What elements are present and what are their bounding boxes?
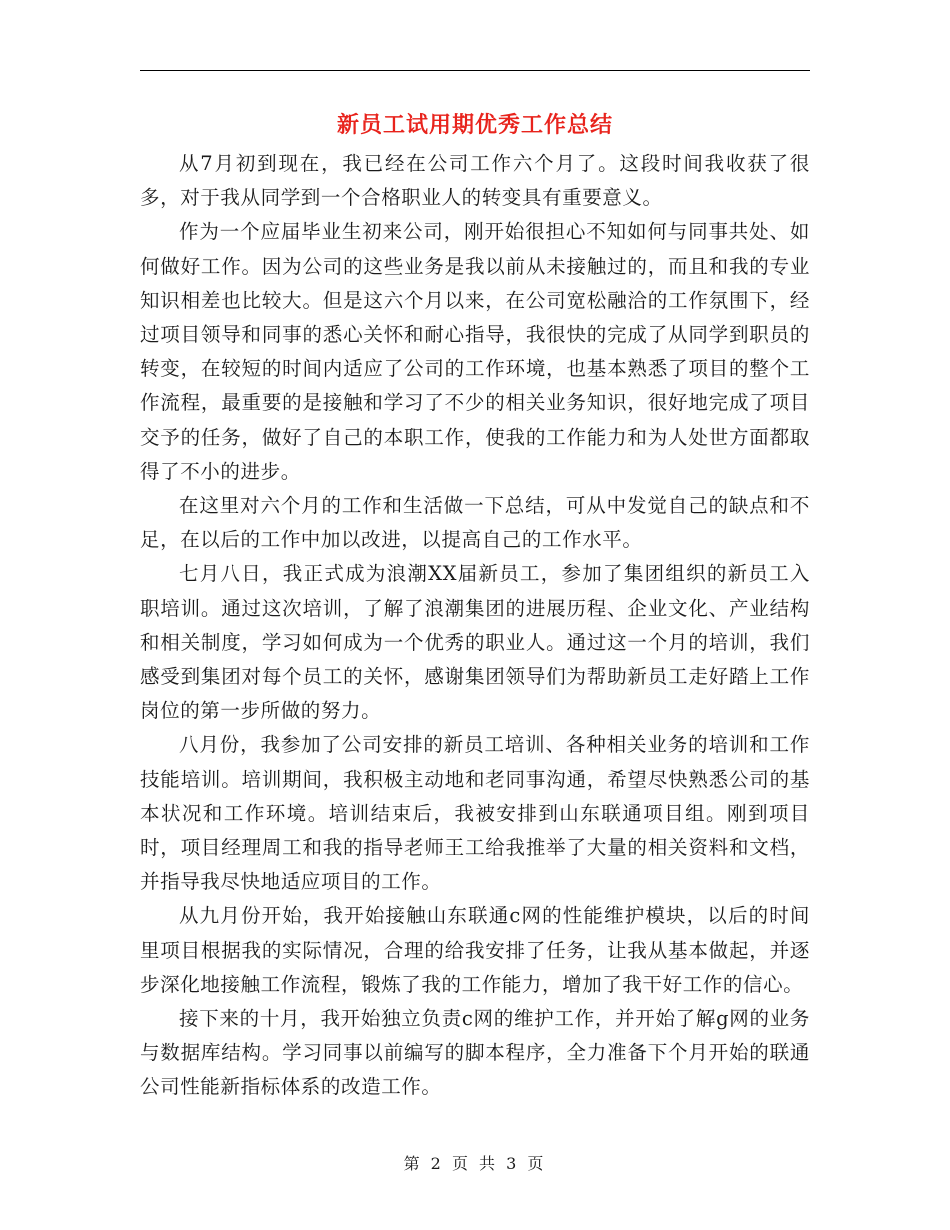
paragraph-3: 在这里对六个月的工作和生活做一下总结，可从中发觉自己的缺点和不足，在以后的工作中加以改进，以提高自己的工作水平。 (140, 494, 810, 552)
page-number-footer: 第 2 页 共 3 页 (403, 1154, 547, 1173)
document-body (140, 147, 810, 1105)
paragraph-6: 从九月份开始，我开始接触山东联通c网的性能维护模块，以后的时间里项目根据我的实际情况，合理的给我安排了任务，让我从基本做起，并逐步深化地接触工作流程，锻炼了我的工作能力，增加了我干好工作的信心。 (140, 904, 810, 996)
paragraph-7: 接下来的十月，我开始独立负责c网的维护工作，并开始了解g网的业务与数据库结构。学习同事以前编写的脚本程序，全力准备下个月开始的联通公司性能新指标体系的改造工作。 (140, 1007, 810, 1099)
header-rule (140, 70, 810, 71)
paragraph-1: 从7月初到现在，我已经在公司工作六个月了。这段时间我收获了很多，对于我从同学到一个合格职业人的转变具有重要意义。 (140, 152, 810, 210)
document-title: 新员工试用期优秀工作总结 (336, 112, 613, 138)
paragraph-4: 七月八日，我正式成为浪潮XX届新员工，参加了集团组织的新员工入职培训。通过这次培训，了解了浪潮集团的进展历程、企业文化、产业结构和相关制度，学习如何成为一个优秀的职业人。通过这一个月的培训，我们感受到集团对每个员工的关怀，感谢集团领导们为帮助新员工走好踏上工作岗位的第一步所做的努力。 (140, 562, 810, 723)
paragraph-5: 八月份，我参加了公司安排的新员工培训、各种相关业务的培训和工作技能培训。培训期间，我积极主动地和老同事沟通，希望尽快熟悉公司的基本状况和工作环境。培训结束后，我被安排到山东联通项目组。刚到项目时，项目经理周工和我的指导老师王工给我推举了大量的相关资料和文档，并指导我尽快地适应项目的工作。 (140, 733, 810, 894)
paragraph-2: 作为一个应届毕业生初来公司，刚开始很担心不知如何与同事共处、如何做好工作。因为公司的这些业务是我以前从未接触过的，而且和我的专业知识相差也比较大。但是这六个月以来，在公司宽松融洽的工作氛围下，经过项目领导和同事的悉心关怀和耐心指导，我很快的完成了从同学到职员的转变，在较短的时间内适应了公司的工作环境，也基本熟悉了项目的整个工作流程，最重要的是接触和学习了不少的相关业务知识，很好地完成了项目交予的任务，做好了自己的本职工作，使我的工作能力和为人处世方面都取得了不小的进步。 (140, 220, 810, 483)
